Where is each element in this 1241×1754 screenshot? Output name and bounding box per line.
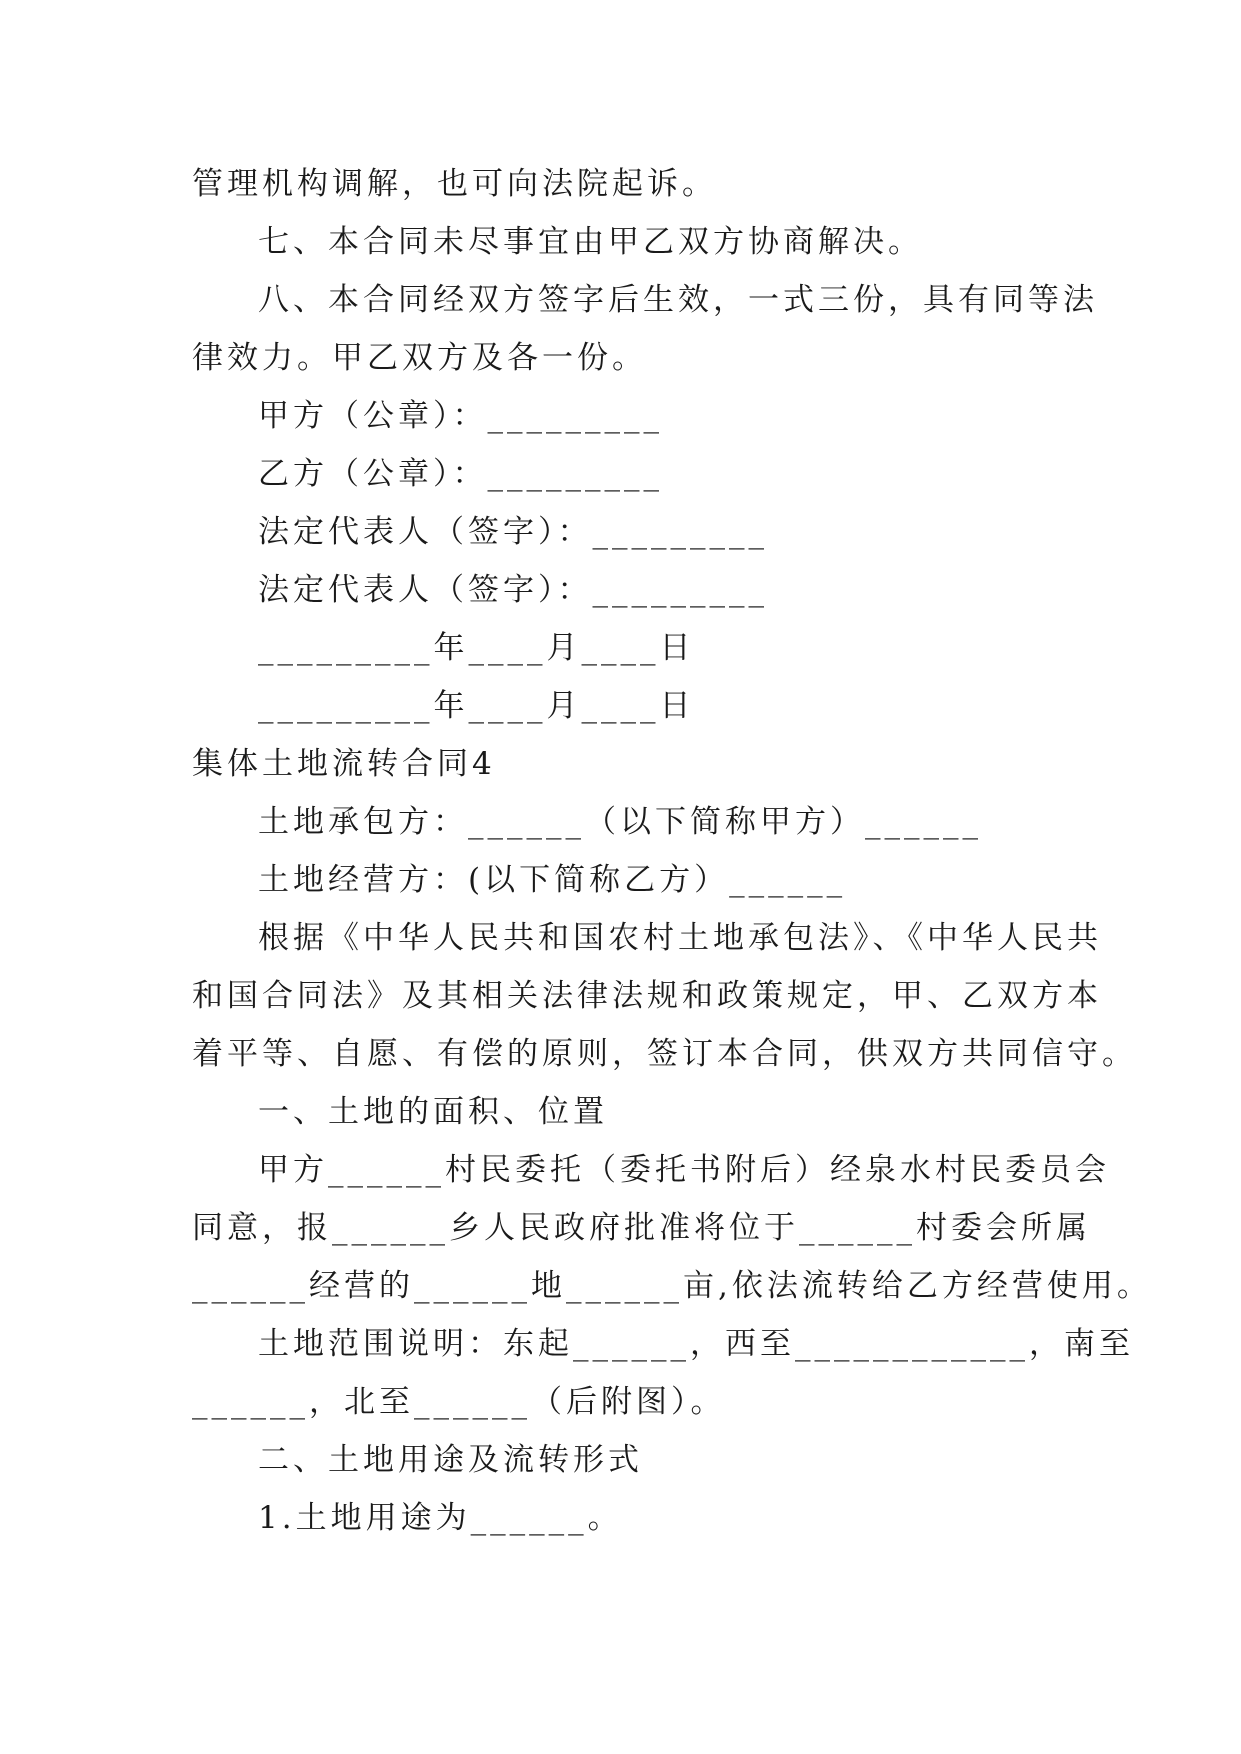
paragraph-line [192, 1025, 1137, 1083]
line-text: 着平等、自愿、有偿的原则，签订本合同，供双方共同信守。 [192, 1036, 1137, 1072]
paragraph-line [192, 155, 1052, 213]
line-text: 土地承包方：______（以下简称甲方）______ [258, 804, 982, 840]
paragraph-line [192, 1315, 1134, 1373]
line-text: 律效力。甲乙双方及各一份。 [192, 340, 647, 376]
line-text: 1.土地用途为______。 [258, 1500, 623, 1536]
paragraph-line [192, 1257, 1152, 1315]
paragraph-line [192, 213, 1052, 271]
paragraph-line [192, 1141, 1110, 1199]
line-text: 和国合同法》及其相关法律法规和政策规定，甲、乙双方本 [192, 978, 1102, 1014]
line-text: 一、土地的面积、位置 [258, 1094, 608, 1130]
paragraph-line [192, 909, 1102, 967]
signature-line-party-a [192, 387, 1052, 445]
signature-line-representative [192, 561, 1052, 619]
paragraph-line [192, 329, 1052, 387]
line-text: 管理机构调解，也可向法院起诉。 [192, 166, 717, 202]
line-text: 甲方（公章）：_________ [258, 398, 663, 434]
date-line [192, 619, 1052, 677]
line-text: 土地范围说明：东起______，西至____________，南至 [258, 1326, 1134, 1362]
line-text: 乙方（公章）：_________ [258, 456, 663, 492]
line-text: 土地经营方：(以下简称乙方）______ [258, 862, 847, 898]
section-title [192, 735, 1052, 793]
paragraph-line [192, 271, 1098, 329]
paragraph-line [192, 1373, 1052, 1431]
paragraph-line [192, 1199, 1091, 1257]
line-text: 七、本合同未尽事宜由甲乙双方协商解决。 [258, 224, 923, 260]
date-line [192, 677, 1052, 735]
section-heading [192, 1431, 1052, 1489]
document-body [192, 155, 1152, 1547]
line-text: _________年____月____日 [258, 630, 695, 666]
line-text: 二、土地用途及流转形式 [258, 1442, 643, 1478]
line-text: _________年____月____日 [258, 688, 695, 724]
line-text: ______，北至______（后附图）。 [192, 1384, 726, 1420]
line-text: 甲方______村民委托（委托书附后）经泉水村民委员会 [258, 1152, 1110, 1188]
line-text: 根据《中华人民共和国农村土地承包法》、《中华人民共 [258, 920, 1102, 956]
line-text: 八、本合同经双方签字后生效，一式三份，具有同等法 [258, 282, 1098, 318]
paragraph-line [192, 851, 1052, 909]
paragraph-line [192, 1489, 1052, 1547]
line-text: 法定代表人（签字）：_________ [258, 572, 768, 608]
paragraph-line [192, 967, 1102, 1025]
line-text: ______经营的______地______亩,依法流转给乙方经营使用。 [192, 1268, 1152, 1304]
line-text: 集体土地流转合同4 [192, 746, 496, 782]
line-text: 同意，报______乡人民政府批准将位于______村委会所属 [192, 1210, 1091, 1246]
signature-line-party-b [192, 445, 1052, 503]
paragraph-line [192, 793, 1052, 851]
line-text: 法定代表人（签字）：_________ [258, 514, 768, 550]
section-heading [192, 1083, 1052, 1141]
signature-line-representative [192, 503, 1052, 561]
